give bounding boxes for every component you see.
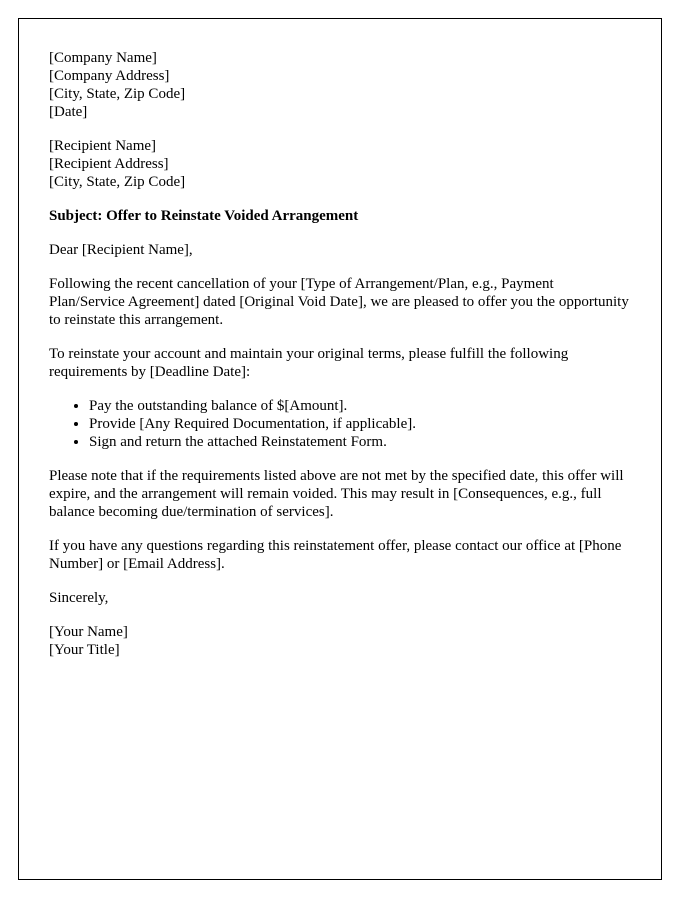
signature-name: [Your Name] <box>49 624 128 640</box>
requirement-item-balance: • Pay the outstanding balance of $[Amount]. <box>89 397 631 415</box>
sender-block <box>49 49 631 121</box>
recipient-city-state-zip: [City, State, Zip Code] <box>49 174 186 190</box>
requirement-item-documentation: • Provide [Any Required Documentation, if applicable]. <box>89 415 631 433</box>
signature-title: [Your Title] <box>49 642 120 658</box>
paragraph-contact: If you have any questions regarding this reinstatement offer, please contact our office at [Phone Number] or [Email Address]. <box>49 538 622 572</box>
paragraph-expiry-notice: Please note that if the requirements listed above are not met by the specified date, this offer will expire, and the arrangement will remain voided. This may result in [Consequences, e.g., full balance becoming due/termination of services]. <box>49 468 624 520</box>
paragraph-cancellation: Following the recent cancellation of your [Type of Arrangement/Plan, e.g., Payment Plan/Service Agreement] dated [Original Void Date], we are pleased to offer you the opportunity to reinstate this arrangement. <box>49 276 629 328</box>
closing: Sincerely, <box>49 590 109 606</box>
recipient-name: [Recipient Name] <box>49 138 157 154</box>
salutation: Dear [Recipient Name], <box>49 242 193 258</box>
sender-company-address: [Company Address] <box>49 68 170 84</box>
sender-company-name: [Company Name] <box>49 50 157 66</box>
recipient-block <box>49 137 631 191</box>
sender-city-state-zip: [City, State, Zip Code] <box>49 86 186 102</box>
subject-line: Subject: Offer to Reinstate Voided Arrangement <box>49 208 359 224</box>
letter-page <box>18 18 662 880</box>
recipient-address: [Recipient Address] <box>49 156 169 172</box>
requirement-item-form: • Sign and return the attached Reinstatement Form. <box>89 433 631 451</box>
signature-block <box>49 623 631 659</box>
paragraph-requirements-intro: To reinstate your account and maintain your original terms, please fulfill the following requirements by [Deadline Date]: <box>49 346 569 380</box>
letter-date: [Date] <box>49 104 88 120</box>
requirements-list <box>49 397 631 451</box>
